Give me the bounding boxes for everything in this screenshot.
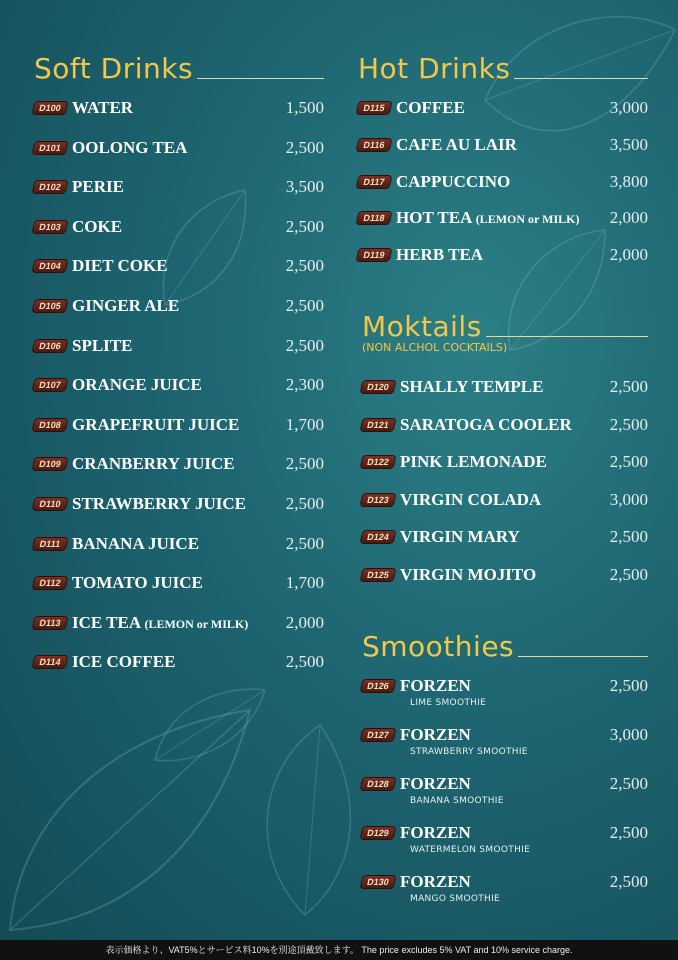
item-price: 2,500 — [609, 872, 648, 891]
item-code-badge: D126 — [361, 680, 396, 692]
item-name — [396, 172, 610, 192]
item-code-badge: D102 — [33, 181, 68, 193]
item-name-text: ICE TEA — [72, 612, 141, 632]
menu-item — [34, 573, 324, 593]
item-name — [72, 217, 286, 237]
item-price: 2,500 — [285, 256, 324, 276]
item-name-text: FORZEN — [400, 872, 471, 891]
menu-item — [362, 377, 648, 397]
item-name-text: FORZEN — [400, 774, 471, 793]
item-price: 2,500 — [285, 296, 324, 315]
item-price: 1,500 — [285, 98, 324, 117]
section-title — [362, 310, 648, 343]
item-name — [72, 296, 286, 316]
item-price: 2,500 — [285, 454, 324, 474]
soft-drinks-section — [34, 52, 324, 692]
item-name-text: CAFE AU LAIR — [396, 134, 517, 154]
item-name-text: OOLONG TEA — [72, 137, 188, 157]
item-code-badge: D130 — [361, 876, 396, 888]
smoothies-section — [362, 630, 648, 920]
item-price: 3,000 — [609, 98, 648, 117]
item-code-badge: D101 — [33, 142, 68, 154]
item-code-badge: D117 — [357, 176, 392, 188]
item-price: 2,500 — [609, 565, 648, 584]
item-code-badge: D114 — [33, 656, 68, 668]
item-code-badge: D100 — [33, 102, 68, 114]
section-title — [358, 52, 648, 85]
menu-item — [34, 534, 324, 554]
item-code-badge: D115 — [357, 102, 392, 114]
item-code-badge: D128 — [361, 778, 396, 790]
item-name-text: DIET COKE — [72, 256, 168, 276]
item-name-text: CAPPUCCINO — [396, 171, 511, 191]
item-code-badge: D121 — [361, 419, 396, 431]
item-price: 2,500 — [609, 774, 648, 793]
item-price: 2,500 — [609, 452, 648, 472]
item-name-text: GRAPEFRUIT JUICE — [72, 414, 240, 434]
section-title-text: Smoothies — [362, 630, 515, 663]
item-price: 2,500 — [285, 335, 324, 355]
item-name-text: VIRGIN MOJITO — [400, 565, 537, 584]
item-name-text: FORZEN — [400, 823, 471, 842]
item-name — [72, 336, 286, 356]
item-name-text: HERB TEA — [396, 245, 484, 265]
item-price: 1,700 — [285, 414, 324, 434]
menu-item — [362, 415, 648, 435]
menu-item — [362, 565, 648, 585]
item-price: 1,700 — [285, 573, 324, 593]
item-name-text: ICE COFFEE — [72, 652, 176, 672]
item-code-badge: D124 — [361, 531, 396, 543]
item-name — [400, 415, 610, 435]
hot-drinks-section — [358, 52, 648, 282]
item-name — [400, 774, 610, 794]
item-code-badge: D108 — [33, 419, 68, 431]
item-note: (LEMON or MILK) — [475, 212, 580, 227]
item-code-badge: D118 — [357, 212, 392, 224]
item-price: 3,500 — [285, 177, 324, 197]
item-name — [72, 454, 286, 474]
item-code-badge: D125 — [361, 569, 396, 581]
item-subtitle: BANANA SMOOTHIE — [410, 796, 504, 806]
item-name-text: CRANBERRY JUICE — [72, 454, 235, 474]
item-code-badge: D110 — [33, 498, 68, 510]
item-name — [396, 208, 610, 228]
item-name-text: PINK LEMONADE — [400, 452, 547, 472]
item-note: (LEMON or MILK) — [144, 616, 249, 631]
menu-item — [34, 336, 324, 356]
item-name — [396, 245, 610, 265]
item-name — [400, 676, 610, 696]
menu-item — [34, 415, 324, 435]
menu-item — [358, 98, 648, 118]
menu-item — [34, 138, 324, 158]
item-code-badge: D109 — [33, 458, 68, 470]
menu-item — [358, 172, 648, 192]
price-notice-footer: 表示価格より、VAT5%とサービス料10%を別途頂戴致します。 The price excludes 5% VAT and 10% service charge. — [0, 940, 678, 960]
item-code-badge: D123 — [361, 494, 396, 506]
item-name-text: FORZEN — [400, 725, 471, 744]
menu-item — [34, 375, 324, 395]
item-name — [400, 377, 610, 397]
item-price: 2,500 — [285, 533, 324, 553]
menu-item — [362, 774, 648, 794]
item-name — [72, 613, 286, 633]
item-price: 2,000 — [285, 612, 324, 632]
item-code-badge: D127 — [361, 729, 396, 741]
item-name — [400, 452, 610, 472]
item-name — [72, 256, 286, 276]
item-name — [72, 138, 286, 158]
section-title-text: Hot Drinks — [358, 52, 511, 85]
item-name — [72, 652, 286, 672]
item-name — [72, 98, 286, 118]
item-price: 2,000 — [609, 208, 648, 228]
menu-item — [362, 725, 648, 745]
menu-item — [34, 296, 324, 316]
section-title-text: Soft Drinks — [34, 52, 194, 85]
item-price: 2,500 — [285, 216, 324, 236]
menu-item — [358, 208, 648, 228]
section-title-text: Moktails — [362, 310, 482, 343]
menu-item — [362, 490, 648, 510]
item-name-text: PERIE — [72, 177, 124, 197]
item-name-text: SARATOGA COOLER — [400, 414, 572, 434]
menu-item — [362, 823, 648, 843]
item-name — [72, 375, 286, 395]
menu-item — [34, 613, 324, 633]
item-code-badge: D106 — [33, 340, 68, 352]
menu-item — [34, 494, 324, 514]
item-code-badge: D112 — [33, 577, 68, 589]
item-code-badge: D119 — [357, 249, 392, 261]
item-name — [400, 823, 610, 843]
item-price: 2,300 — [285, 375, 324, 395]
item-name-text: VIRGIN MARY — [400, 527, 520, 547]
item-name-text: ORANGE JUICE — [72, 375, 202, 395]
item-price: 3,000 — [609, 725, 648, 744]
item-name — [72, 573, 286, 593]
menu-item — [362, 872, 648, 892]
item-code-badge: D107 — [33, 379, 68, 391]
item-name — [396, 135, 610, 155]
item-price: 2,500 — [285, 494, 324, 513]
item-price: 2,500 — [285, 137, 324, 157]
item-name-text: TOMATO JUICE — [72, 573, 203, 593]
menu-item — [34, 454, 324, 474]
item-code-badge: D105 — [33, 300, 68, 312]
item-name-text: WATER — [72, 98, 134, 117]
item-price: 3,800 — [609, 171, 648, 191]
item-name — [72, 177, 286, 197]
menu-item — [362, 676, 648, 696]
item-name — [72, 415, 286, 435]
moktails-section — [362, 310, 648, 600]
menu-item — [362, 527, 648, 547]
item-name-text: SPLITE — [72, 335, 133, 355]
item-name — [400, 565, 610, 585]
item-name-text: GINGER ALE — [72, 296, 180, 315]
item-name — [396, 98, 610, 118]
item-price: 2,500 — [609, 823, 648, 842]
menu-item — [362, 452, 648, 472]
menu-item — [34, 98, 324, 118]
item-code-badge: D104 — [33, 260, 68, 272]
item-code-badge: D116 — [357, 139, 392, 151]
item-price: 2,000 — [609, 245, 648, 265]
item-name — [400, 872, 610, 892]
item-name-text: SHALLY TEMPLE — [400, 377, 544, 396]
item-code-badge: D120 — [361, 381, 396, 393]
item-price: 3,000 — [609, 489, 648, 509]
menu-item — [34, 217, 324, 237]
item-price: 2,500 — [285, 652, 324, 672]
item-name — [72, 534, 286, 554]
item-price: 2,500 — [609, 377, 648, 396]
item-name-text: COKE — [72, 216, 123, 236]
item-code-badge: D103 — [33, 221, 68, 233]
item-price: 2,500 — [609, 527, 648, 547]
item-subtitle: LIME SMOOTHIE — [410, 698, 487, 708]
item-name — [72, 494, 286, 514]
item-price: 2,500 — [609, 414, 648, 434]
item-name — [400, 725, 610, 745]
item-code-badge: D122 — [361, 456, 396, 468]
menu-item — [358, 245, 648, 265]
menu-item — [34, 256, 324, 276]
item-price: 3,500 — [609, 134, 648, 154]
leaf-decoration-icon — [240, 720, 370, 920]
item-code-badge: D113 — [33, 617, 68, 629]
item-name-text: FORZEN — [400, 676, 471, 695]
item-price: 2,500 — [609, 676, 648, 695]
menu-item — [358, 135, 648, 155]
item-name-text: BANANA JUICE — [72, 533, 200, 553]
section-title — [34, 52, 324, 85]
section-subtitle: (NON ALCHOL COCKTAILS) — [362, 341, 508, 354]
item-subtitle: MANGO SMOOTHIE — [410, 894, 501, 904]
item-name — [400, 527, 610, 547]
item-name-text: VIRGIN COLADA — [400, 489, 542, 509]
item-name — [400, 490, 610, 510]
item-code-badge: D111 — [33, 538, 68, 550]
item-code-badge: D129 — [361, 827, 396, 839]
item-subtitle: WATERMELON SMOOTHIE — [410, 845, 531, 855]
menu-item — [34, 177, 324, 197]
item-name-text: COFFEE — [396, 98, 465, 117]
section-title — [362, 630, 648, 663]
item-name-text: HOT TEA — [396, 208, 472, 228]
item-name-text: STRAWBERRY JUICE — [72, 494, 247, 513]
menu-item — [34, 652, 324, 672]
item-subtitle: STRAWBERRY SMOOTHIE — [410, 747, 528, 757]
